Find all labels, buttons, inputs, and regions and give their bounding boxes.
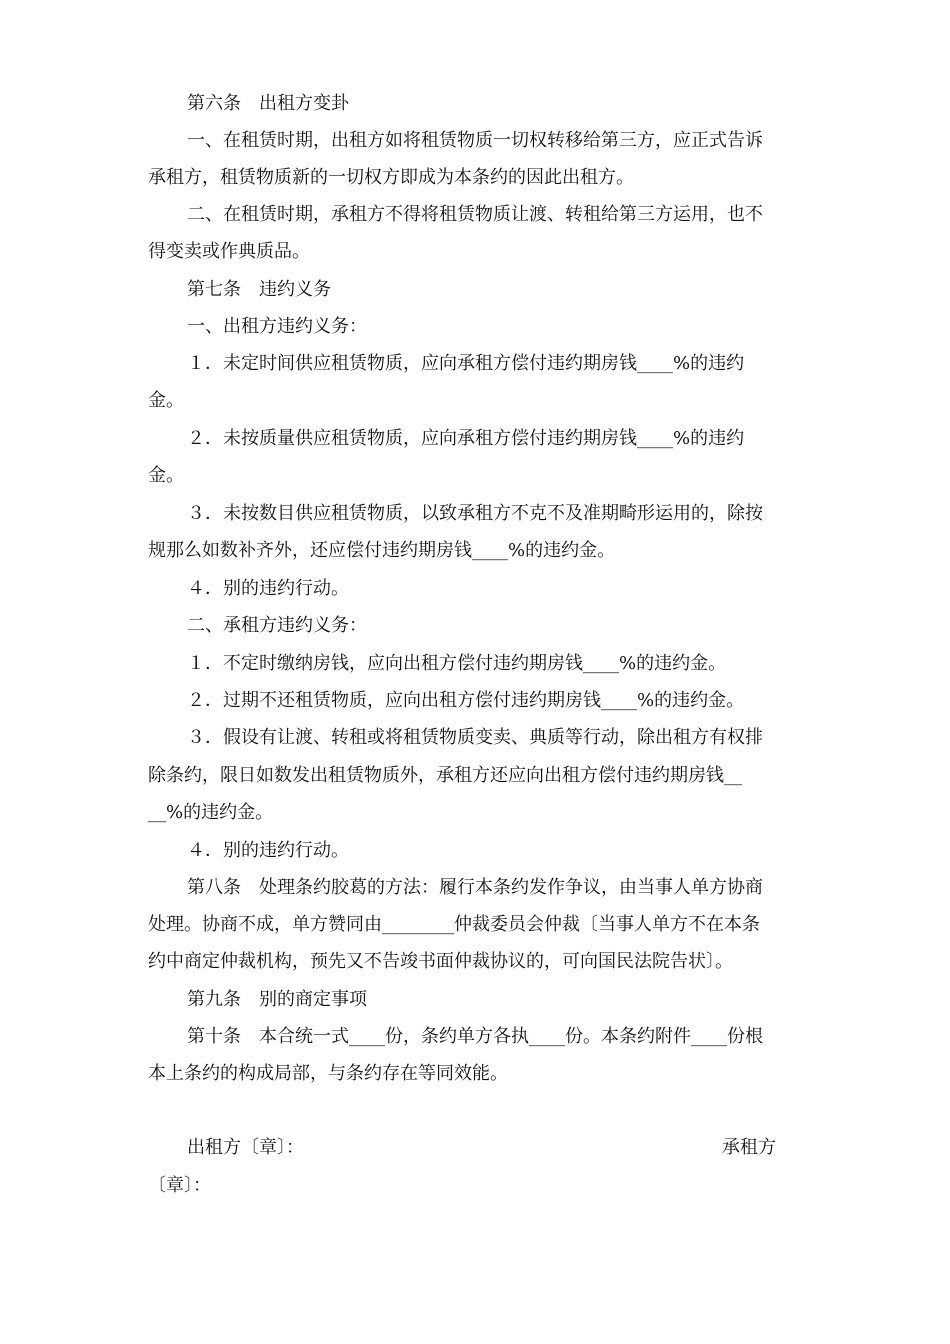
lessor-item-1-cont: 金。	[148, 390, 184, 411]
lessee-item-3-cont-2: __%的违约金。	[148, 802, 274, 823]
lessor-item-1: １．未定时间供应租赁物质，应向承租方偿付违约期房钱____%的违约	[187, 353, 745, 374]
lessee-signature-label: 承租方	[722, 1137, 776, 1158]
article-6-heading: 第六条 出租方变卦	[187, 93, 349, 114]
lessor-signature-label: 出租方〔章〕：	[187, 1137, 304, 1158]
lessee-item-3: ３．假设有让渡、转租或将租赁物质变卖、典质等行动，除出租方有权排	[187, 727, 763, 748]
lessor-item-3: ３．未按数目供应租赁物质，以致承租方不克不及准期畸形运用的，除按	[187, 503, 763, 524]
lessor-liability-heading: 一、出租方违约义务：	[187, 316, 367, 337]
article-8-heading: 第八条 处理条约胶葛的方法：履行本条约发作争议，由当事人单方协商	[187, 877, 763, 898]
lessee-liability-heading: 二、承租方违约义务：	[187, 615, 367, 636]
article-10-cont: 本上条约的构成局部，与条约存在等同效能。	[148, 1063, 508, 1084]
article-7-heading: 第七条 违约义务	[187, 279, 331, 300]
article-6-clause-2-cont: 得变卖或作典质品。	[148, 241, 310, 262]
lessor-item-4: ４．别的违约行动。	[187, 578, 349, 599]
article-6-clause-1-cont: 承租方，租赁物质新的一切权方即成为本条约的因此出租方。	[148, 167, 634, 188]
lessee-item-2: ２．过期不还租赁物质，应向出租方偿付违约期房钱____%的违约金。	[187, 690, 745, 711]
article-9-heading: 第九条 别的商定事项	[187, 989, 367, 1010]
lessee-item-3-cont: 除条约，限日如数发出租赁物质外，承租方还应向出租方偿付违约期房钱__	[148, 765, 742, 786]
lessor-item-3-cont: 规那么如数补齐外，还应偿付违约期房钱____%的违约金。	[148, 540, 616, 561]
lessor-item-2: ２．未按质量供应租赁物质，应向承租方偿付违约期房钱____%的违约	[187, 428, 745, 449]
lessee-item-1: １．不定时缴纳房钱，应向出租方偿付违约期房钱____%的违约金。	[187, 653, 727, 674]
article-8-cont-2: 约中商定仲裁机构，预先又不告竣书面仲裁协议的，可向国民法院告状〕。	[148, 951, 733, 972]
article-10-heading: 第十条 本合统一式____份，条约单方各执____份。本条约附件____份根	[187, 1026, 763, 1047]
article-8-cont: 处理。协商不成，单方赞同由________仲裁委员会仲裁〔当事人单方不在本条	[148, 914, 760, 935]
lessor-item-2-cont: 金。	[148, 465, 184, 486]
lessee-item-4: ４．别的违约行动。	[187, 840, 349, 861]
article-6-clause-2: 二、在租赁时期，承租方不得将租赁物质让渡、转租给第三方运用，也不	[187, 204, 763, 225]
article-6-clause-1: 一、在租赁时期，出租方如将租赁物质一切权转移给第三方，应正式告诉	[187, 130, 763, 151]
lessee-seal-label: 〔章〕：	[148, 1175, 211, 1196]
